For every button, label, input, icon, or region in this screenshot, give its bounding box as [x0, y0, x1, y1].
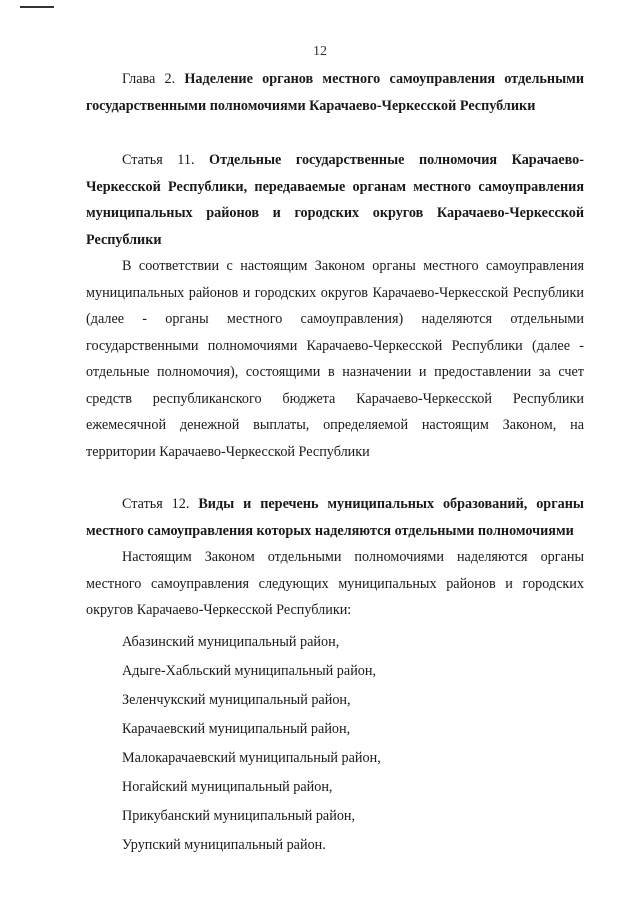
document-body: [86, 66, 584, 860]
article-12-body: Настоящим Законом отдельными полномочиями наделяются органы местного самоуправления следующих муниципальных районов и городских округов Карачаево-Черкесской Республики:: [86, 549, 584, 618]
list-item: Ногайский муниципальный район,: [122, 778, 333, 795]
list-item: Малокарачаевский муниципальный район,: [122, 749, 381, 766]
article-12-heading: [86, 491, 584, 544]
article-11-body: В соответствии с настоящим Законом органы местного самоуправления муниципальных районов и городских округов Карачаево-Черкесской Республики (далее - органы местного самоуправления) наделяются отдельными государственными полномочиями Карачаево-Черкесской Республики (далее - отдельные полномочия), состоящими в назначении и предоставлении за счет средств республиканского бюджета Карачаево-Черкесской Республики ежемесячной денежной выплаты, определяемой настоящим Законом, на территории Карачаево-Черкесской Республики: [86, 258, 584, 460]
list-item: Прикубанский муниципальный район,: [122, 807, 356, 824]
article-11-prefix: Статья 11.: [122, 152, 195, 168]
chapter-title: Наделение органов местного самоуправления отдельными государственными полномочиями Карачаево-Черкесской Республики: [86, 71, 584, 114]
district-list: [86, 628, 584, 860]
article-12-title: Виды и перечень муниципальных образований, органы местного самоуправления которых наделяются отдельными полномочиями: [86, 496, 584, 539]
article-12-prefix: Статья 12.: [122, 496, 190, 512]
corner-scan-mark: [20, 6, 54, 8]
spacer: [86, 465, 584, 491]
page-number: 12: [313, 44, 327, 59]
list-item: Абазинский муниципальный район,: [122, 633, 340, 650]
spacer: [86, 119, 584, 147]
list-item: Зеленчукский муниципальный район,: [122, 691, 351, 708]
list-item: Адыге-Хабльский муниципальный район,: [122, 662, 377, 679]
chapter-prefix: Глава 2.: [122, 71, 176, 87]
chapter-heading: [86, 66, 584, 119]
list-item: Карачаевский муниципальный район,: [122, 720, 351, 737]
article-11-title: Отдельные государственные полномочия Карачаево-Черкесской Республики, передаваемые органам местного самоуправления муниципальных районов и городских округов Карачаево-Черкесской Республики: [86, 152, 585, 248]
article-11-heading: [86, 147, 584, 253]
list-item: Урупский муниципальный район.: [122, 836, 326, 853]
